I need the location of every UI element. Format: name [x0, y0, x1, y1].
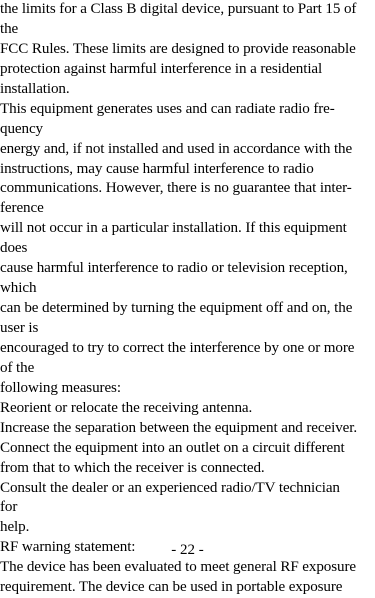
- text-line: This equipment generates uses and can radiate radio fre-: [0, 100, 335, 117]
- text-line: instructions, may cause harmful interference to radio: [0, 160, 314, 177]
- text-line: which: [0, 280, 37, 297]
- text-line: of the: [0, 359, 35, 376]
- text-line: encouraged to try to correct the interference by one or more: [0, 339, 355, 356]
- text-line: installation.: [0, 80, 70, 97]
- text-line: help.: [0, 519, 30, 536]
- text-line: The device has been evaluated to meet general RF exposure: [0, 559, 356, 576]
- text-line: energy and, if not installed and used in accordance with the: [0, 140, 353, 157]
- text-line: requirement. The device can be used in portable exposure: [0, 579, 343, 596]
- text-line: Increase the separation between the equipment and receiver.: [0, 419, 358, 436]
- text-line: the: [0, 20, 19, 37]
- page-number: - 22 -: [171, 542, 204, 558]
- text-line: user is: [0, 320, 39, 336]
- text-line: RF warning statement:: [0, 539, 136, 556]
- text-line: Reorient or relocate the receiving antenna.: [0, 399, 253, 416]
- text-line: following measures:: [0, 379, 121, 396]
- text-line: the limits for a Class B digital device, pursuant to Part 15 of: [0, 1, 357, 17]
- text-line: protection against harmful interference in a residential: [0, 60, 323, 77]
- text-line: does: [0, 240, 28, 257]
- text-line: Consult the dealer or an experienced radio/TV technician: [0, 479, 340, 496]
- text-line: cause harmful interference to radio or television reception,: [0, 260, 348, 277]
- text-line: for: [0, 499, 18, 516]
- text-line: Connect the equipment into an outlet on a circuit different: [0, 439, 345, 456]
- text-line: quency: [0, 120, 43, 137]
- text-line: FCC Rules. These limits are designed to provide reasonable: [0, 40, 356, 57]
- text-line: from that to which the receiver is connected.: [0, 459, 265, 476]
- text-line: communications. However, there is no guarantee that inter-: [0, 180, 352, 197]
- text-line: can be determined by turning the equipment off and on, the: [0, 300, 353, 317]
- text-line: ference: [0, 200, 44, 217]
- text-line: will not occur in a particular installation. If this equipment: [0, 220, 347, 237]
